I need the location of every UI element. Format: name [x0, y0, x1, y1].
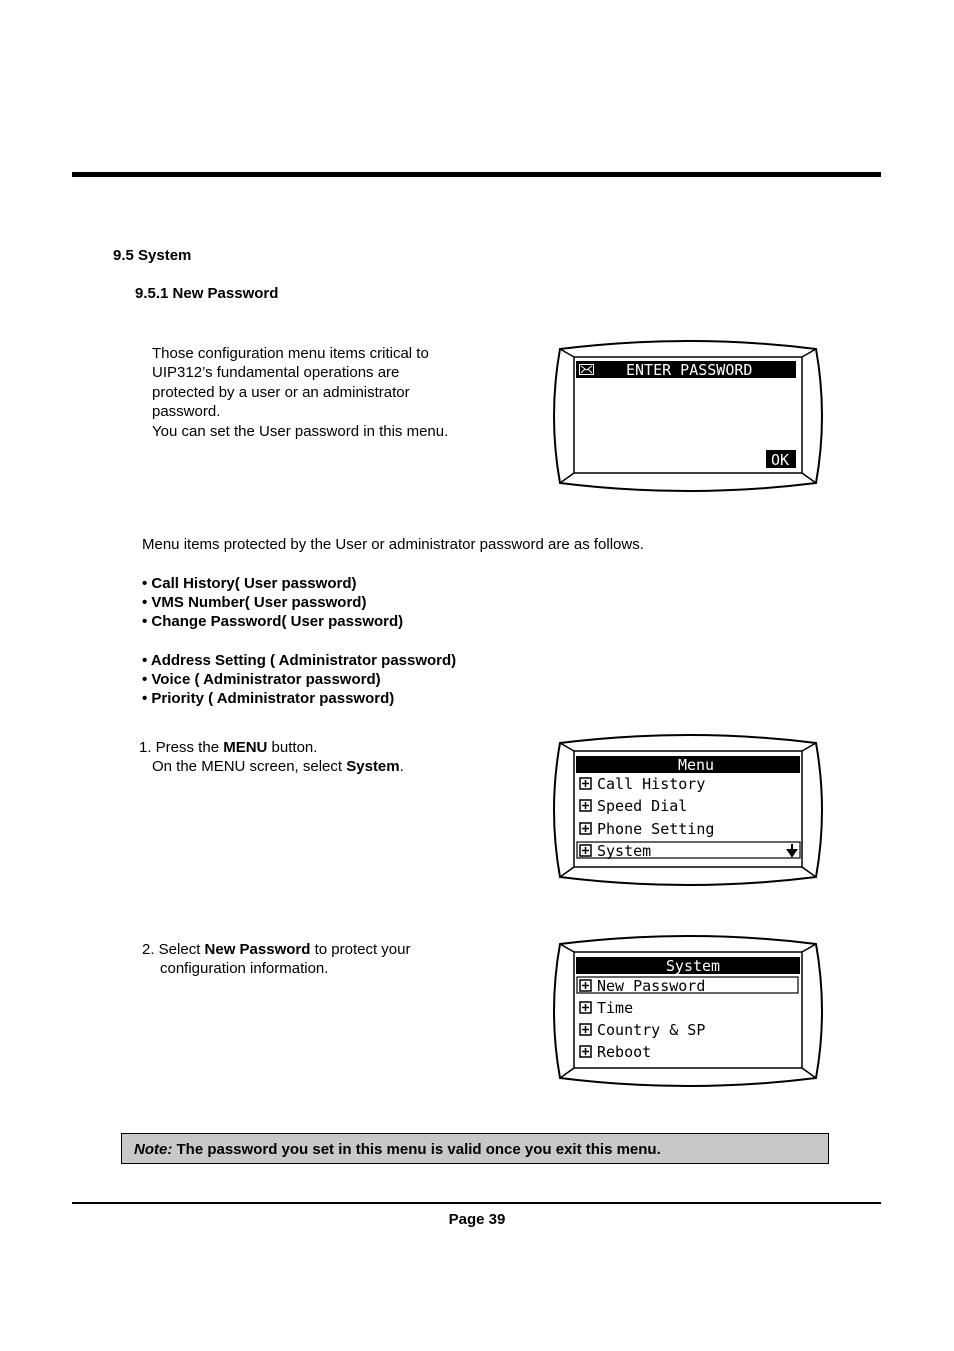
- intro-line: UIP312’s fundamental operations are: [152, 364, 400, 382]
- menu-item-call-history[interactable]: Call History: [597, 775, 706, 793]
- menu-item-phone-setting[interactable]: Phone Setting: [597, 820, 715, 838]
- list-item: • Change Password( User password): [142, 613, 404, 631]
- footer-rule: [72, 1202, 881, 1204]
- step-1-line-2: On the MENU screen, select System.: [152, 758, 404, 776]
- menu-item-time[interactable]: Time: [597, 999, 634, 1017]
- menu-item-new-password[interactable]: New Password: [597, 977, 706, 995]
- step-2: [142, 940, 410, 979]
- lcd-screen-enter-password: [552, 337, 824, 495]
- intro-paragraph: [152, 344, 448, 441]
- lcd-title: Menu: [677, 756, 715, 774]
- menu-item-reboot[interactable]: Reboot: [597, 1043, 652, 1061]
- lcd-title: System: [665, 957, 721, 975]
- step-2-line-2: configuration information.: [160, 960, 329, 978]
- note-label: Note:: [134, 1141, 173, 1158]
- protected-intro: Menu items protected by the User or administrator password are as follows.: [142, 536, 644, 553]
- intro-line: Those configuration menu items critical to: [152, 345, 429, 362]
- lcd-screen-system: [552, 932, 824, 1090]
- lcd-screen-menu: [552, 731, 824, 889]
- intro-line: password.: [152, 403, 221, 421]
- step-1-line-1: 1. Press the MENU button.: [139, 739, 318, 756]
- user-password-list: [142, 574, 403, 632]
- menu-item-system[interactable]: System: [597, 842, 652, 860]
- section-title: 9.5 System: [113, 247, 192, 264]
- step-1: [139, 738, 404, 777]
- note-box: [121, 1133, 829, 1164]
- menu-item-country-sp[interactable]: Country & SP: [597, 1021, 706, 1039]
- list-item: • Address Setting ( Administrator password): [142, 652, 457, 669]
- step-2-line-1: 2. Select New Password to protect your: [142, 941, 411, 958]
- list-item: • Voice ( Administrator password): [142, 671, 381, 689]
- list-item: • Call History( User password): [142, 575, 357, 592]
- subsection-title: 9.5.1 New Password: [135, 285, 279, 302]
- list-item: • VMS Number( User password): [142, 594, 367, 612]
- admin-password-list: [142, 651, 456, 709]
- lcd-title: ENTER PASSWORD: [626, 361, 753, 379]
- menu-item-speed-dial[interactable]: Speed Dial: [597, 797, 688, 815]
- header-rule: [72, 172, 881, 177]
- mail-icon: [579, 364, 594, 375]
- note-text: Note: The password you set in this menu is valid once you exit this menu.: [134, 1141, 661, 1158]
- intro-line: protected by a user or an administrator: [152, 383, 410, 401]
- ok-softkey: OK: [771, 451, 790, 469]
- intro-line: You can set the User password in this menu.: [152, 422, 449, 440]
- list-item: • Priority ( Administrator password): [142, 690, 395, 708]
- page-number: Page 39: [448, 1211, 506, 1228]
